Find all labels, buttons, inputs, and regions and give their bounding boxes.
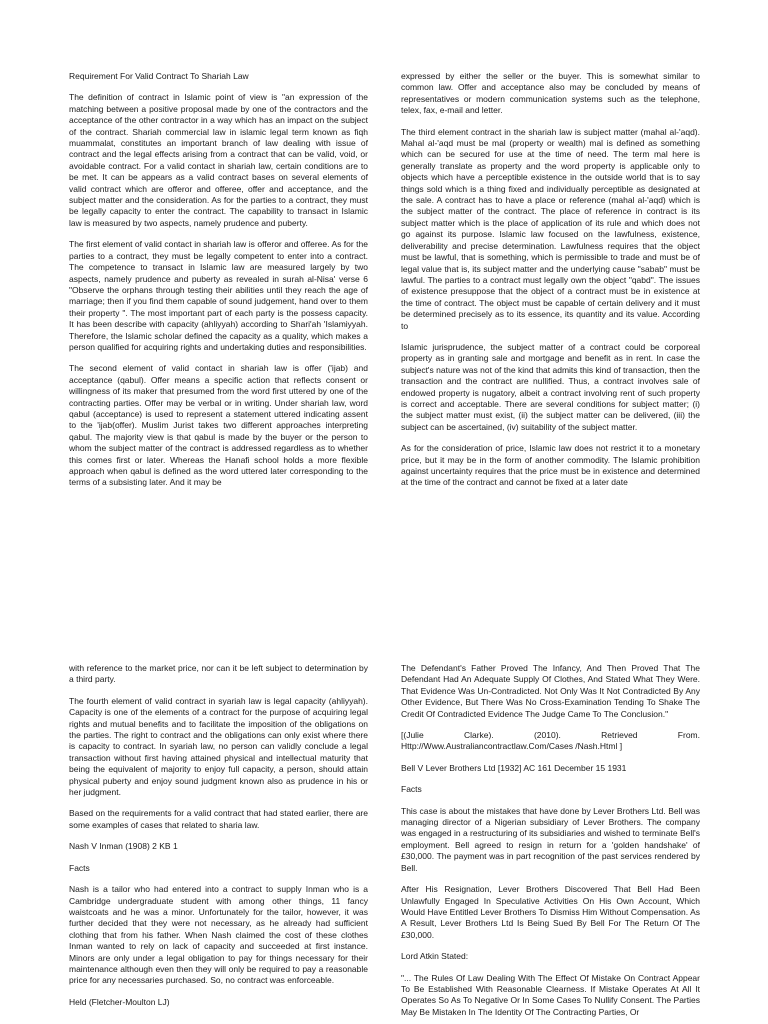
paragraph: The second element of valid contact in shariah law is offer ('ijab) and acceptance (qabul). Offer means a specific action that reflects consent or willingness of its maker that presumed from the word first uttered by one of the contracting parties. Offer may be verbal or in writing. Under shariah law, word qabul (acceptance) is used to represent a statement uttered indicating assent to the 'ijab(offer). Muslim Jurist takes two different approaches interpreting qabul. The majority view is that qabul is made by the buyer or the person to whom the subject matter of the contract is addressed regardless as to whether this comes first or later. Whereas the Hanafi school holds a more flexible approach when qabul is defined as the word uttered later corresponding to the terms of a subsisting later. And it may be [69, 363, 368, 488]
case-citation: Nash V Inman (1908) 2 KB 1 [69, 841, 178, 852]
paragraph: "... The Rules Of Law Dealing With The Effect Of Mistake On Contract Appear To Be Established With Reasonable Clearness. If Mistake Operates At All It Operates So As To Negative Or In Some Cases To Nullify Consent. The Parties May Be Mistaken In The Identity Of The Contracting Parties, Or [401, 972, 700, 1017]
paragraph: The Defendant's Father Proved The Infancy, And Then Proved That The Defendant Had An Adequate Supply Of Clothes, And Stated What They Were. That Evidence Was Un-Contradicted. Not Only Was It Not Contradicted By Any Other Evidence, But There Was No Cross-Examination Tending To Shake The Credit Of Contradicted Evidence The Judge Came To The Conclusion." [401, 663, 700, 719]
paragraph: The third element contract in the shariah law is subject matter (mahal al-'aqd). Mahal al-'aqd must be mal (property or wealth) mal is defined as something which can be secured for use at the time of need. The term mal here is generally translate as property and the word property is applicable only to objects which have a perceptible existence in the outside world that is to say things sold which is a thing fixed and individually perceptible as designated at the sale. A contract has to have a place or reference (mahal al-'aqd) which is the subject matter of the contract. The place of reference in contract is its subject matter which is the place of application of its rule and which does not go against its purpose. Islamic law focused on the lawfulness, existence, deliverability and precise determination. Lawfulness requires that the object must be lawful, that is something, which is permissible to trade and must be of legal value that is, its subject matter and the underlying cause "sabab" must be lawful. The parties to a contract must legally own the object "qabd". The issues of existence presuppose that the object of a contract must be in existence at the time of contract. The object must be capable of certain delivery and it must be determined precisely as to its essence, its quantity and its value. According to [401, 126, 700, 331]
paragraph: Based on the requirements for a valid contract that had stated earlier, there are some examples of cases that related to sharia law. [69, 808, 368, 830]
paragraph: The first element of valid contact in shariah law is offeror and offeree. As for the parties to a contract, they must be legally competent to enter into a contract. The competence to transact in Islamic law are measured largely by two aspects, namely prudence and puberty as revealed in surah al-Nisa' verse 6 "Observe the orphans through testing their abilities until they reach the age of marriage; then if you find them capable of sound judgement, hand over to them their property ". The most important part of each party is the possess capacity. It has been describe with capacity (ahliyyah) according to Shari'ah 'Islamiyyah. Therefore, the Islamic scholar defined the capacity as a quality, which makes a person qualified for acquiring rights and undertaking duties and responsibilities. [69, 239, 368, 352]
paragraph: expressed by either the seller or the buyer. This is somewhat similar to common law. Offer and acceptance also may be concluded by means of representatives or modern communication systems such as the telephone, telex, fax, e-mail and letter. [401, 71, 700, 116]
column-top-right [401, 71, 700, 511]
paragraph: Nash is a tailor who had entered into a contract to supply Inman who is a Cambridge undergraduate student with among other things, 11 fancy waistcoats and he was a minor. Unfortunately for the tailor, however, it was further decided that they were not necessary, as he already had sufficient clothing that from his father. When Nash claimed the cost of these clothes Inman wanted to rely on lack of capacity and succeeded at first instance. Minors are only under a legal obligation to pay for things necessary for their maintenance although even then they will only be required to pay a reasonable price for any necessaries purchased. So, no contract was enforceable. [69, 884, 368, 986]
paragraph: with reference to the market price, nor can it be left subject to determination by a third party. [69, 663, 368, 685]
case-citation: Bell V Lever Brothers Ltd [1932] AC 161 December 15 1931 [401, 762, 627, 773]
column-bottom-right [401, 663, 700, 1024]
column-top-left [69, 71, 368, 516]
paragraph: The fourth element of valid contract in syariah law is legal capacity (ahliyyah). Capacity is one of the elements of a contract for the purpose of acquiring legal rights and mutual benefits and to facilitate the imposition of the obligations on the parties. The right to contract and the obligations can only exist where there is capacity to contract. In syariah law, no person can validly conclude a legal transaction without first having attained physical and intellectual maturity that being the equivalent of majority to enjoy full capacity, a person, should attain physical puberty and enjoy sound judgment known also as prudence in his or her judgment. [69, 695, 368, 798]
section-label-facts: Facts [401, 784, 422, 795]
section-label-held: Held (Fletcher-Moulton LJ) [69, 996, 170, 1007]
section-label-facts: Facts [69, 862, 90, 873]
paragraph: After His Resignation, Lever Brothers Discovered That Bell Had Been Unlawfully Engaged In Speculative Activities On His Own Account, Which Would Have Entitled Lever Brothers To Dismiss Him Without Compensation. As A Result, Lever Brothers Ltd Is Being Sued By Bell For The Return Of The £30,000. [401, 884, 700, 940]
reference: [(Julie Clarke). (2010). Retrieved From. Http://Www.Australiancontractlaw.Com/Cases /Nash.Html ] [401, 730, 700, 752]
quote-intro: Lord Atkin Stated: [401, 951, 469, 962]
paragraph: This case is about the mistakes that have done by Lever Brothers Ltd. Bell was managing director of a Nigerian subsidiary of Lever Brothers. The company was engaged in a restructuring of its subsidiaries and wished to terminate Bell's employment. Bell agreed to resign in return for a 'golden handshake' of £30,000. The payment was in part recognition of the past services rendered by Bell. [401, 805, 700, 873]
paragraph: Islamic jurisprudence, the subject matter of a contract could be corporeal property as in granting sale and mortgage and benefit as in rent. In case the subject's nature was not of the kind that admits this kind of transaction, then the transaction and the contract are nullified. Thus, a contract involves sale of endowed property is nugatory, albeit a contract involving rent of such property is correct and acceptable. There are several conditions for subject matter; (i) the subject matter must exist, (ii) the subject matter can be delivered, (iii) the subject can be ascertained, (iv) suitability of the subject matter. [401, 341, 700, 432]
paragraph: As for the consideration of price, Islamic law does not restrict it to a monetary price, but it may be in the form of another commodity. The Islamic prohibition against uncertainty requires that the price must be in existence and determined at the time of the contract and cannot be fixed at a later date [401, 443, 700, 488]
column-bottom-left [69, 663, 368, 1024]
document-title: Requirement For Valid Contract To Shariah Law [69, 71, 249, 81]
paragraph: The definition of contract in Islamic point of view is "an expression of the matching between a positive proposal made by one of the contractors and the acceptance of the other contractor in a way which has an impact on the subject of the contract. Shariah commercial law in islamic legal term known as fiqh muammalat, constitutes an important branch of law dealing with issue of contract and the legal effects arising from a contract that can be valid, void, or avoidable contract. For a valid contact in shariah law, certain conditions are to be met. It can be appears as a valid contract bases on several elements of valid contract which are offeror and offeree, offer and acceptance, and the subject matter and the consideration. As for the parties to a contract, they must be legally capacity to enter the contract. The capability to transact in Islamic law is measured by two aspects, namely prudence and puberty. [69, 92, 368, 228]
